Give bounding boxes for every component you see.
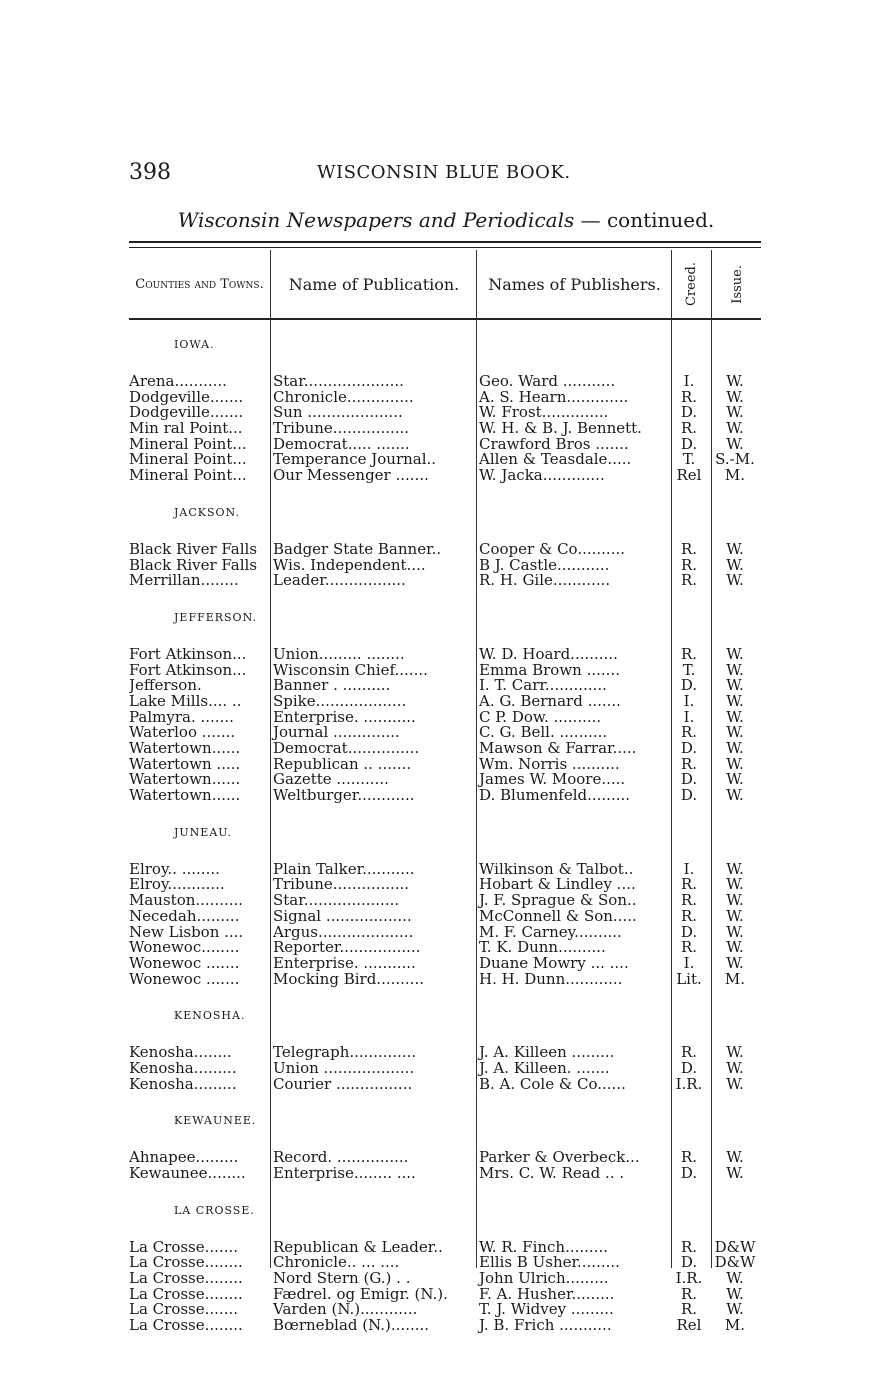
publication-cell: Weltburger............	[273, 788, 415, 804]
publisher-cell: Geo. Ward ...........	[479, 374, 616, 390]
section-gap	[129, 987, 763, 1001]
creed-cell: Lit.	[676, 969, 702, 988]
county-heading: JEFFERSON.	[174, 610, 257, 624]
county-heading: LA CROSSE.	[174, 1203, 255, 1217]
publisher-cell: Wm. Norris ..........	[479, 756, 620, 773]
table-row	[129, 691, 763, 710]
issue-cell: W.	[726, 419, 744, 438]
town-cell: Waterloo .......	[129, 725, 236, 741]
publisher-cell: A. S. Hearn.............	[479, 389, 629, 406]
issue-cell: W.	[726, 739, 744, 757]
header-counties: Counties and Towns.	[135, 276, 264, 292]
creed-cell: D.	[680, 786, 698, 805]
publisher-cell: Mrs. C. W. Read .. .	[479, 1166, 625, 1182]
county-heading: JACKSON.	[174, 505, 240, 519]
table-row	[129, 555, 763, 574]
creed-cell: I.	[683, 953, 695, 972]
section-gap	[129, 1092, 763, 1106]
publisher-cell: Wilkinson & Talbot..	[479, 861, 634, 878]
creed-cell: T.	[682, 660, 696, 679]
publication-cell: Nord Stern (G.) . .	[273, 1271, 411, 1287]
publisher-cell: R. H. Gile............	[479, 573, 611, 589]
town-cell: La Crosse.......	[129, 1239, 238, 1256]
issue-cell: W.	[726, 660, 744, 679]
issue-cell: M.	[724, 969, 746, 988]
issue-cell: W.	[726, 754, 744, 773]
creed-cell: R.	[680, 723, 698, 742]
town-cell: Elroy.. ........	[129, 861, 220, 878]
town-cell: Mineral Point...	[129, 452, 247, 469]
table-row	[129, 969, 763, 988]
table-caption	[129, 208, 763, 232]
issue-cell: W.	[726, 539, 744, 558]
publication-cell: Union ...................	[273, 1060, 415, 1077]
creed-cell: D.	[680, 739, 698, 757]
creed-cell: R.	[680, 419, 698, 438]
creed-cell: I.R.	[675, 1269, 703, 1288]
publisher-cell: McConnell & Son.....	[479, 908, 637, 925]
table-row	[129, 1255, 763, 1271]
town-cell: Arena...........	[129, 374, 227, 390]
publisher-cell: A. G. Bernard .......	[479, 693, 621, 710]
town-cell: Kenosha........	[129, 1045, 232, 1061]
issue-cell: M.	[724, 1316, 746, 1335]
issue-cell: W.	[726, 859, 744, 878]
table-row	[129, 953, 763, 972]
creed-cell: D.	[680, 676, 698, 695]
section-gap	[129, 589, 763, 603]
table-row	[129, 421, 763, 437]
issue-cell: W.	[726, 875, 744, 894]
town-cell: Min ral Point...	[129, 421, 243, 437]
publisher-cell: H. H. Dunn............	[479, 971, 623, 988]
table-row	[129, 707, 763, 726]
publication-cell: Record. ...............	[273, 1150, 409, 1166]
table-row	[129, 468, 763, 484]
table-row	[129, 660, 763, 679]
publication-cell: Plain Talker...........	[273, 861, 415, 878]
creed-cell: R.	[680, 1043, 698, 1062]
issue-cell: W.	[726, 891, 744, 910]
creed-cell: R.	[680, 891, 698, 910]
publisher-cell: C. G. Bell. ..........	[479, 725, 608, 741]
town-cell: Mineral Point...	[129, 436, 247, 453]
table-row	[129, 539, 763, 558]
issue-cell: W.	[726, 906, 744, 925]
publication-cell: Courier ................	[273, 1076, 413, 1093]
town-cell: Mauston..........	[129, 893, 244, 909]
publisher-cell: J. A. Killeen. .......	[479, 1060, 610, 1077]
top-rule-thin	[129, 247, 761, 248]
newspaper-table-body	[129, 330, 763, 1334]
table-row	[129, 1045, 763, 1061]
town-cell: Ahnapee.........	[129, 1150, 239, 1166]
publication-cell: Signal ..................	[273, 908, 412, 925]
table-row	[129, 1271, 763, 1287]
town-cell: Merrillan........	[129, 573, 239, 589]
creed-cell: Rel	[676, 1316, 702, 1335]
publication-cell: Tribune................	[273, 877, 410, 894]
publisher-cell: W. H. & B. J. Bennett.	[479, 421, 642, 437]
publication-cell: Gazette ...........	[273, 772, 389, 789]
publication-cell: Reporter.................	[273, 940, 421, 956]
issue-cell: W.	[726, 1164, 744, 1182]
town-cell: Kenosha.........	[129, 1060, 237, 1077]
issue-cell: W.	[726, 691, 744, 710]
publication-cell: Union......... ........	[273, 646, 405, 663]
creed-cell: R.	[680, 1148, 698, 1167]
publisher-cell: W. D. Hoard..........	[479, 646, 618, 663]
creed-cell: R.	[680, 875, 698, 894]
county-heading: KEWAUNEE.	[174, 1114, 257, 1128]
publisher-cell: Parker & Overbeck...	[479, 1150, 640, 1166]
table-row	[129, 1318, 763, 1334]
creed-cell: R.	[680, 938, 698, 957]
creed-cell: R.	[680, 906, 698, 925]
publication-cell: Temperance Journal..	[273, 452, 437, 469]
town-cell: Elroy............	[129, 877, 225, 894]
town-cell: Kewaunee........	[129, 1166, 246, 1182]
running-head	[129, 160, 763, 190]
table-row	[129, 877, 763, 893]
issue-cell: W.	[726, 770, 744, 789]
creed-cell: D.	[680, 403, 698, 422]
publisher-cell: J. F. Sprague & Son..	[479, 893, 637, 909]
caption-italic: Wisconsin Newspapers and Periodicals	[177, 208, 575, 232]
issue-cell: W.	[726, 786, 744, 805]
section-gap	[129, 484, 763, 498]
page-number: 398	[129, 160, 171, 185]
town-cell: La Crosse........	[129, 1255, 243, 1272]
publisher-cell: I. T. Carr.............	[479, 678, 607, 694]
town-cell: Necedah.........	[129, 908, 240, 925]
publisher-cell: Crawford Bros .......	[479, 436, 629, 453]
issue-cell: D&W	[714, 1253, 756, 1272]
creed-cell: D.	[680, 922, 698, 941]
issue-cell: M.	[724, 466, 746, 485]
creed-cell: I.	[683, 691, 695, 710]
publisher-cell: J. B. Frich ...........	[479, 1318, 612, 1334]
creed-cell: I.R.	[675, 1074, 703, 1093]
publisher-cell: D. Blumenfeld.........	[479, 788, 631, 804]
creed-cell: R.	[680, 571, 698, 590]
header-issue: Issue.	[729, 264, 745, 304]
creed-cell: R.	[680, 1300, 698, 1319]
table-row	[129, 741, 763, 757]
town-cell: Black River Falls	[129, 541, 258, 558]
publication-cell: Republican .. .......	[273, 756, 412, 773]
publication-cell: Our Messenger .......	[273, 468, 429, 484]
issue-cell: W.	[726, 1058, 744, 1077]
table-row	[129, 644, 763, 663]
creed-cell: I.	[683, 859, 695, 878]
publication-cell: Fædrel. og Emigr. (N.).	[273, 1286, 448, 1303]
publication-cell: Sun ....................	[273, 405, 403, 422]
publication-cell: Telegraph..............	[273, 1045, 417, 1061]
table-row	[129, 788, 763, 804]
table-row	[129, 374, 763, 390]
publication-cell: Democrat..... .......	[273, 436, 410, 453]
publication-cell: Tribune................	[273, 421, 410, 437]
publisher-cell: Duane Mowry ... ....	[479, 955, 629, 972]
publisher-cell: T. J. Widvey .........	[479, 1302, 614, 1319]
publication-cell: Enterprise........ ....	[273, 1166, 416, 1182]
town-cell: Wonewoc .......	[129, 955, 240, 972]
table-row	[129, 678, 763, 694]
publication-cell: Republican & Leader..	[273, 1239, 443, 1256]
table-row	[129, 922, 763, 941]
table-row	[129, 1302, 763, 1318]
publisher-cell: M. F. Carney..........	[479, 924, 622, 941]
issue-cell: W.	[726, 1148, 744, 1167]
town-cell: Watertown......	[129, 741, 241, 757]
publisher-cell: T. K. Dunn..........	[479, 940, 606, 956]
town-cell: New Lisbon ....	[129, 924, 244, 941]
publisher-cell: F. A. Husher.........	[479, 1286, 615, 1303]
header-creed-cell	[672, 250, 711, 318]
issue-cell: W.	[726, 644, 744, 663]
publication-cell: Wis. Independent....	[273, 557, 426, 574]
issue-cell: W.	[726, 434, 744, 453]
creed-cell: Rel	[676, 466, 702, 485]
publication-cell: Chronicle.. ... ....	[273, 1255, 400, 1272]
publication-cell: Wisconsin Chief.......	[273, 662, 428, 679]
county-heading: KENOSHA.	[174, 1009, 246, 1023]
table-row	[129, 1074, 763, 1093]
header-names-of-publishers: Names of Publishers.	[488, 274, 661, 294]
publication-cell: Enterprise. ...........	[273, 955, 416, 972]
town-cell: Black River Falls	[129, 557, 258, 574]
issue-cell: W.	[726, 403, 744, 422]
county-heading: IOWA.	[174, 338, 215, 351]
table-row	[129, 387, 763, 406]
creed-cell: D.	[680, 770, 698, 789]
town-cell: Fort Atkinson...	[129, 662, 247, 679]
publication-cell: Spike...................	[273, 693, 407, 710]
creed-cell: I.	[683, 372, 695, 390]
table-row	[129, 859, 763, 878]
town-cell: Dodgeville.......	[129, 405, 244, 422]
issue-cell: S.-M.	[715, 450, 755, 469]
creed-cell: D.	[680, 1058, 698, 1077]
publication-cell: Star.....................	[273, 374, 404, 390]
publication-cell: Banner . ..........	[273, 678, 391, 694]
section-gap	[129, 804, 763, 818]
issue-cell: W.	[726, 723, 744, 742]
header-rule	[129, 318, 761, 320]
header-issue-cell	[712, 250, 762, 318]
town-cell: Lake Mills.... ..	[129, 693, 242, 710]
table-row	[129, 725, 763, 741]
town-cell: Watertown......	[129, 772, 241, 789]
publication-cell: Chronicle..............	[273, 389, 414, 406]
publisher-cell: B J. Castle...........	[479, 557, 610, 574]
creed-cell: D.	[680, 434, 698, 453]
creed-cell: R.	[680, 1237, 698, 1256]
publisher-cell: James W. Moore.....	[479, 772, 626, 789]
county-heading: JUNEAU.	[174, 825, 233, 839]
table-row	[129, 1237, 763, 1256]
running-title: WISCONSIN BLUE BOOK.	[317, 162, 571, 183]
publisher-cell: C P. Dow. ..........	[479, 709, 602, 726]
table-row	[129, 1166, 763, 1182]
publication-cell: Democrat...............	[273, 741, 420, 757]
table-row	[129, 1058, 763, 1077]
issue-cell: W.	[726, 387, 744, 406]
publication-cell: Mocking Bird..........	[273, 971, 424, 988]
table-row	[129, 893, 763, 909]
table-row	[129, 772, 763, 788]
publisher-cell: Emma Brown .......	[479, 662, 620, 679]
publisher-cell: John Ulrich.........	[479, 1271, 609, 1287]
town-cell: Jefferson.	[129, 678, 202, 694]
publication-cell: Star....................	[273, 893, 400, 909]
town-cell: Dodgeville.......	[129, 389, 244, 406]
publication-cell: Badger State Banner..	[273, 541, 442, 558]
creed-cell: R.	[680, 539, 698, 558]
publisher-cell: J. A. Killeen .........	[479, 1045, 615, 1061]
creed-cell: T.	[682, 450, 696, 469]
publisher-cell: W. R. Finch.........	[479, 1239, 609, 1256]
issue-cell: W.	[726, 571, 744, 590]
issue-cell: W.	[726, 676, 744, 695]
creed-cell: D.	[680, 1253, 698, 1272]
publication-cell: Journal ..............	[273, 725, 400, 741]
section-gap	[129, 1182, 763, 1196]
publisher-cell: W. Jacka.............	[479, 468, 605, 484]
town-cell: Fort Atkinson...	[129, 646, 247, 663]
table-row	[129, 940, 763, 956]
town-cell: Mineral Point...	[129, 468, 247, 484]
issue-cell: W.	[726, 707, 744, 726]
issue-cell: W.	[726, 938, 744, 957]
issue-cell: D&W	[714, 1237, 756, 1256]
issue-cell: W.	[726, 1300, 744, 1319]
creed-cell: R.	[680, 555, 698, 574]
town-cell: La Crosse........	[129, 1271, 243, 1287]
creed-cell: R.	[680, 644, 698, 663]
town-cell: La Crosse.......	[129, 1302, 238, 1319]
publisher-cell: Cooper & Co..........	[479, 541, 626, 558]
issue-cell: W.	[726, 1074, 744, 1093]
table-row	[129, 434, 763, 453]
issue-cell: W.	[726, 1284, 744, 1303]
publication-cell: Leader.................	[273, 573, 406, 589]
publisher-cell: Hobart & Lindley ....	[479, 877, 636, 894]
issue-cell: W.	[726, 1269, 744, 1288]
publisher-cell: B. A. Cole & Co......	[479, 1076, 626, 1093]
table-row	[129, 405, 763, 421]
header-name-of-publication: Name of Publication.	[288, 274, 460, 294]
publisher-cell: W. Frost..............	[479, 405, 609, 422]
town-cell: La Crosse........	[129, 1286, 243, 1303]
town-cell: Palmyra. .......	[129, 709, 234, 726]
publication-cell: Bœrneblad (N.)........	[273, 1318, 430, 1334]
publisher-cell: Mawson & Farrar.....	[479, 741, 637, 757]
town-cell: Watertown......	[129, 788, 241, 804]
town-cell: Wonewoc........	[129, 940, 240, 956]
creed-cell: R.	[680, 754, 698, 773]
creed-cell: R.	[680, 387, 698, 406]
table-row	[129, 906, 763, 925]
top-rule	[129, 241, 761, 243]
caption-continued: — continued.	[574, 208, 715, 232]
header-creed: Creed.	[684, 261, 699, 306]
issue-cell: W.	[726, 953, 744, 972]
issue-cell: W.	[726, 922, 744, 941]
publication-cell: Argus....................	[273, 924, 414, 941]
publication-cell: Varden (N.)............	[273, 1302, 418, 1319]
table-row	[129, 573, 763, 589]
publication-cell: Enterprise. ...........	[273, 709, 416, 726]
issue-cell: W.	[726, 1043, 744, 1062]
publisher-cell: Ellis B Usher.........	[479, 1255, 620, 1272]
town-cell: Wonewoc .......	[129, 971, 240, 988]
town-cell: Watertown .....	[129, 756, 241, 773]
table-row	[129, 754, 763, 773]
town-cell: Kenosha.........	[129, 1076, 237, 1093]
table-row	[129, 452, 763, 468]
creed-cell: D.	[680, 1164, 698, 1182]
creed-cell: I.	[683, 707, 695, 726]
issue-cell: W.	[726, 555, 744, 574]
town-cell: La Crosse........	[129, 1318, 243, 1334]
table-row	[129, 1150, 763, 1166]
creed-cell: R.	[680, 1284, 698, 1303]
table-row	[129, 1284, 763, 1303]
publisher-cell: Allen & Teasdale.....	[479, 452, 632, 469]
issue-cell: W.	[726, 372, 744, 390]
